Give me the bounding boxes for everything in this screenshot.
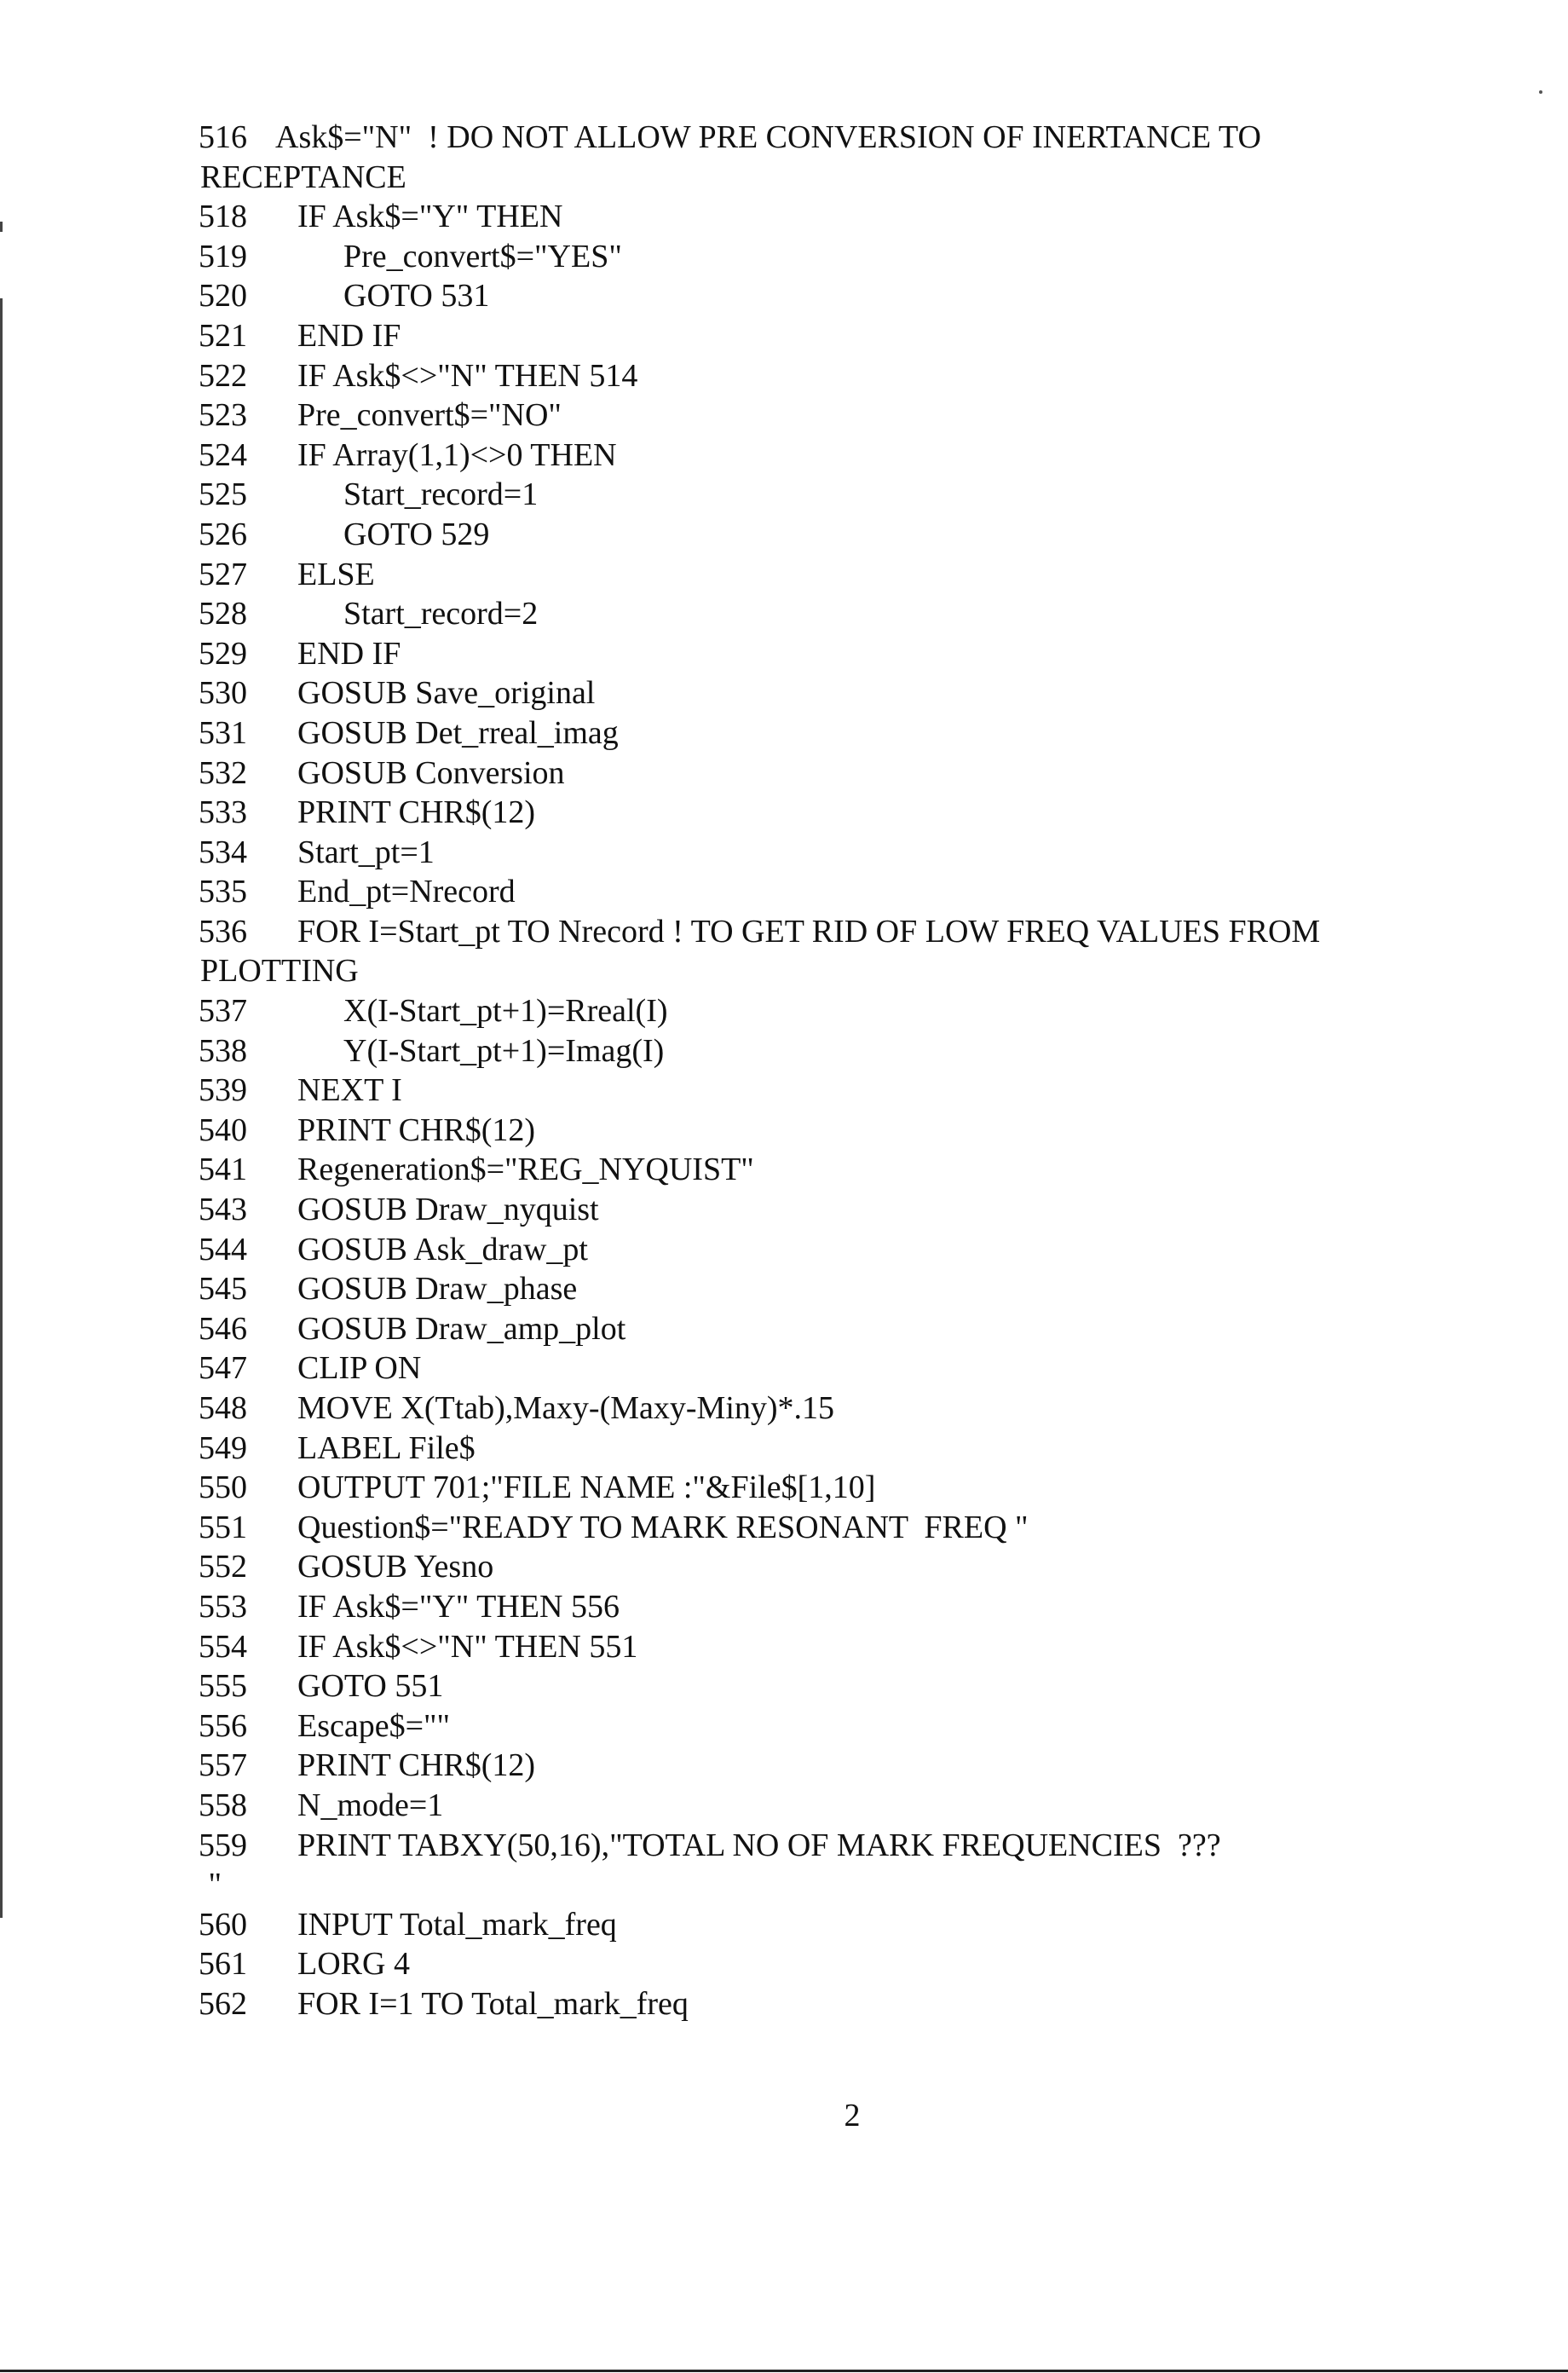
line-number: 550: [199, 1469, 247, 1506]
line-number: 522: [199, 357, 247, 394]
code-statement: N_mode=1: [297, 1787, 444, 1823]
line-number: 549: [199, 1429, 247, 1466]
bottom-edge-rule: [0, 2370, 1568, 2372]
code-line: [199, 912, 1426, 952]
line-number: 548: [199, 1390, 247, 1426]
code-line: [199, 237, 1426, 277]
code-statement: LABEL File$: [297, 1429, 476, 1466]
page-number: 2: [844, 2098, 861, 2133]
scan-speck: [1539, 90, 1542, 94]
code-line: [199, 1944, 1426, 1984]
code-line: [199, 793, 1426, 833]
code-line: [199, 1150, 1426, 1190]
code-statement: Start_record=2: [343, 596, 539, 632]
margin-tick-mark: [0, 222, 3, 232]
code-statement: END IF: [297, 317, 401, 354]
line-number: 532: [199, 754, 247, 791]
code-statement: PRINT TABXY(50,16),"TOTAL NO OF MARK FREQUENCIES ???: [297, 1827, 1221, 1863]
code-statement: PRINT CHR$(12): [297, 1111, 536, 1148]
code-statement: IF Ask$="Y" THEN: [297, 199, 563, 235]
code-line: [199, 872, 1426, 912]
code-line: [199, 1309, 1426, 1349]
code-line: [199, 1348, 1426, 1389]
code-line: [199, 1508, 1426, 1548]
code-line: [199, 991, 1426, 1031]
code-line: [199, 515, 1426, 555]
code-statement: IF Array(1,1)<>0 THEN: [297, 436, 617, 473]
code-line: [199, 1786, 1426, 1826]
line-number: 546: [199, 1310, 247, 1347]
code-statement: GOSUB Conversion: [297, 754, 565, 791]
line-number: 559: [199, 1827, 247, 1863]
line-number: 544: [199, 1231, 247, 1267]
code-line: [199, 276, 1426, 316]
code-statement: End_pt=Nrecord: [297, 874, 516, 910]
code-statement: GOTO 551: [297, 1668, 444, 1705]
line-number: 560: [199, 1906, 247, 1943]
code-statement: RECEPTANCE: [200, 159, 406, 195]
line-number: 530: [199, 675, 247, 712]
code-line: [199, 1547, 1426, 1587]
line-number: 533: [199, 794, 247, 831]
code-statement: GOSUB Save_original: [297, 675, 596, 712]
code-statement: Pre_convert$="YES": [343, 238, 622, 274]
code-line: [199, 436, 1426, 476]
code-statement: GOSUB Draw_amp_plot: [297, 1310, 626, 1347]
line-number: 523: [199, 397, 247, 434]
code-line-continuation: [199, 158, 1426, 198]
code-statement: GOSUB Yesno: [297, 1549, 494, 1585]
line-number: 558: [199, 1787, 247, 1823]
code-statement: X(I-Start_pt+1)=Rreal(I): [343, 993, 668, 1030]
line-number: 551: [199, 1509, 247, 1545]
line-number: 561: [199, 1946, 247, 1983]
code-line-continuation: [199, 951, 1426, 991]
code-line: [199, 356, 1426, 396]
code-line: [199, 594, 1426, 634]
code-statement: GOTO 531: [343, 278, 490, 315]
code-line: [199, 1389, 1426, 1429]
code-statement: GOSUB Draw_phase: [297, 1271, 578, 1308]
code-line: [199, 1071, 1426, 1111]
code-statement: ": [200, 1867, 222, 1903]
code-line: [199, 1666, 1426, 1706]
code-line: [199, 118, 1426, 158]
code-line: [199, 1468, 1426, 1508]
code-line: [199, 713, 1426, 753]
code-statement: CLIP ON: [297, 1350, 422, 1387]
code-line: [199, 197, 1426, 237]
code-statement: INPUT Total_mark_freq: [297, 1906, 617, 1943]
code-listing: [199, 118, 1426, 2024]
code-line: [199, 1190, 1426, 1230]
code-statement: PRINT CHR$(12): [297, 794, 536, 831]
code-statement: Start_record=1: [343, 476, 539, 513]
code-line: [199, 1230, 1426, 1270]
line-number: 541: [199, 1152, 247, 1188]
code-statement: PLOTTING: [200, 953, 359, 990]
line-number: 524: [199, 436, 247, 473]
line-number: 557: [199, 1747, 247, 1784]
line-number: 525: [199, 476, 247, 513]
code-statement: Escape$="": [297, 1707, 451, 1744]
code-line: [199, 673, 1426, 713]
line-number: 521: [199, 317, 247, 354]
code-statement: END IF: [297, 635, 401, 672]
code-statement: IF Ask$="Y" THEN 556: [297, 1588, 620, 1625]
code-statement: IF Ask$<>"N" THEN 514: [297, 357, 638, 394]
code-line: [199, 1269, 1426, 1309]
line-number: 537: [199, 993, 247, 1030]
line-number: 555: [199, 1668, 247, 1705]
code-statement: NEXT I: [297, 1072, 402, 1109]
code-line: [199, 1587, 1426, 1627]
line-number: 545: [199, 1271, 247, 1308]
code-line: [199, 1111, 1426, 1151]
code-line: [199, 833, 1426, 873]
code-line: [199, 1706, 1426, 1747]
line-number: 518: [199, 199, 247, 235]
line-number: 534: [199, 834, 247, 870]
line-number: 547: [199, 1350, 247, 1387]
code-line: [199, 555, 1426, 595]
code-line: [199, 1031, 1426, 1071]
line-number: 516: [199, 119, 247, 155]
line-number: 536: [199, 913, 247, 950]
code-line-continuation: [199, 1865, 1426, 1905]
code-line: [199, 753, 1426, 794]
line-number: 540: [199, 1111, 247, 1148]
code-statement: GOSUB Ask_draw_pt: [297, 1231, 588, 1267]
code-statement: GOTO 529: [343, 516, 490, 552]
code-line: [199, 475, 1426, 515]
line-number: 529: [199, 635, 247, 672]
code-statement: MOVE X(Ttab),Maxy-(Maxy-Miny)*.15: [297, 1390, 835, 1426]
code-line: [199, 1984, 1426, 2024]
code-statement: LORG 4: [297, 1946, 410, 1983]
line-number: 519: [199, 238, 247, 274]
code-line: [199, 634, 1426, 674]
code-statement: Question$="READY TO MARK RESONANT FREQ ": [297, 1509, 1029, 1545]
code-statement: Y(I-Start_pt+1)=Imag(I): [343, 1032, 665, 1069]
code-line: [199, 1429, 1426, 1469]
line-number: 528: [199, 596, 247, 632]
line-number: 527: [199, 556, 247, 592]
line-number: 520: [199, 278, 247, 315]
code-statement: Start_pt=1: [297, 834, 435, 870]
line-number: 552: [199, 1549, 247, 1585]
code-statement: IF Ask$<>"N" THEN 551: [297, 1628, 638, 1665]
code-line: [199, 1746, 1426, 1786]
code-statement: PRINT CHR$(12): [297, 1747, 536, 1784]
line-number: 539: [199, 1072, 247, 1109]
code-statement: ELSE: [297, 556, 375, 592]
code-statement: GOSUB Det_rreal_imag: [297, 714, 619, 751]
line-number: 531: [199, 714, 247, 751]
code-statement: GOSUB Draw_nyquist: [297, 1192, 599, 1228]
code-statement: Pre_convert$="NO": [297, 397, 562, 434]
line-number: 543: [199, 1192, 247, 1228]
line-number: 562: [199, 1985, 247, 2022]
code-line: [199, 396, 1426, 436]
code-statement: FOR I=Start_pt TO Nrecord ! TO GET RID OF LOW FREQ VALUES FROM: [297, 913, 1321, 950]
code-statement: FOR I=1 TO Total_mark_freq: [297, 1985, 689, 2022]
line-number: 556: [199, 1707, 247, 1744]
left-margin-rule: [0, 298, 3, 1918]
line-number: 554: [199, 1628, 247, 1665]
code-line: [199, 1826, 1426, 1866]
line-number: 538: [199, 1032, 247, 1069]
code-line: [199, 1905, 1426, 1945]
code-statement: Regeneration$="REG_NYQUIST": [297, 1152, 754, 1188]
line-number: 526: [199, 516, 247, 552]
line-number: 535: [199, 874, 247, 910]
code-statement: OUTPUT 701;"FILE NAME :"&File$[1,10]: [297, 1469, 876, 1506]
code-line: [199, 1627, 1426, 1667]
line-number: 553: [199, 1588, 247, 1625]
code-line: [199, 316, 1426, 356]
code-statement: Ask$="N" ! DO NOT ALLOW PRE CONVERSION OF INERTANCE TO: [275, 119, 1261, 155]
